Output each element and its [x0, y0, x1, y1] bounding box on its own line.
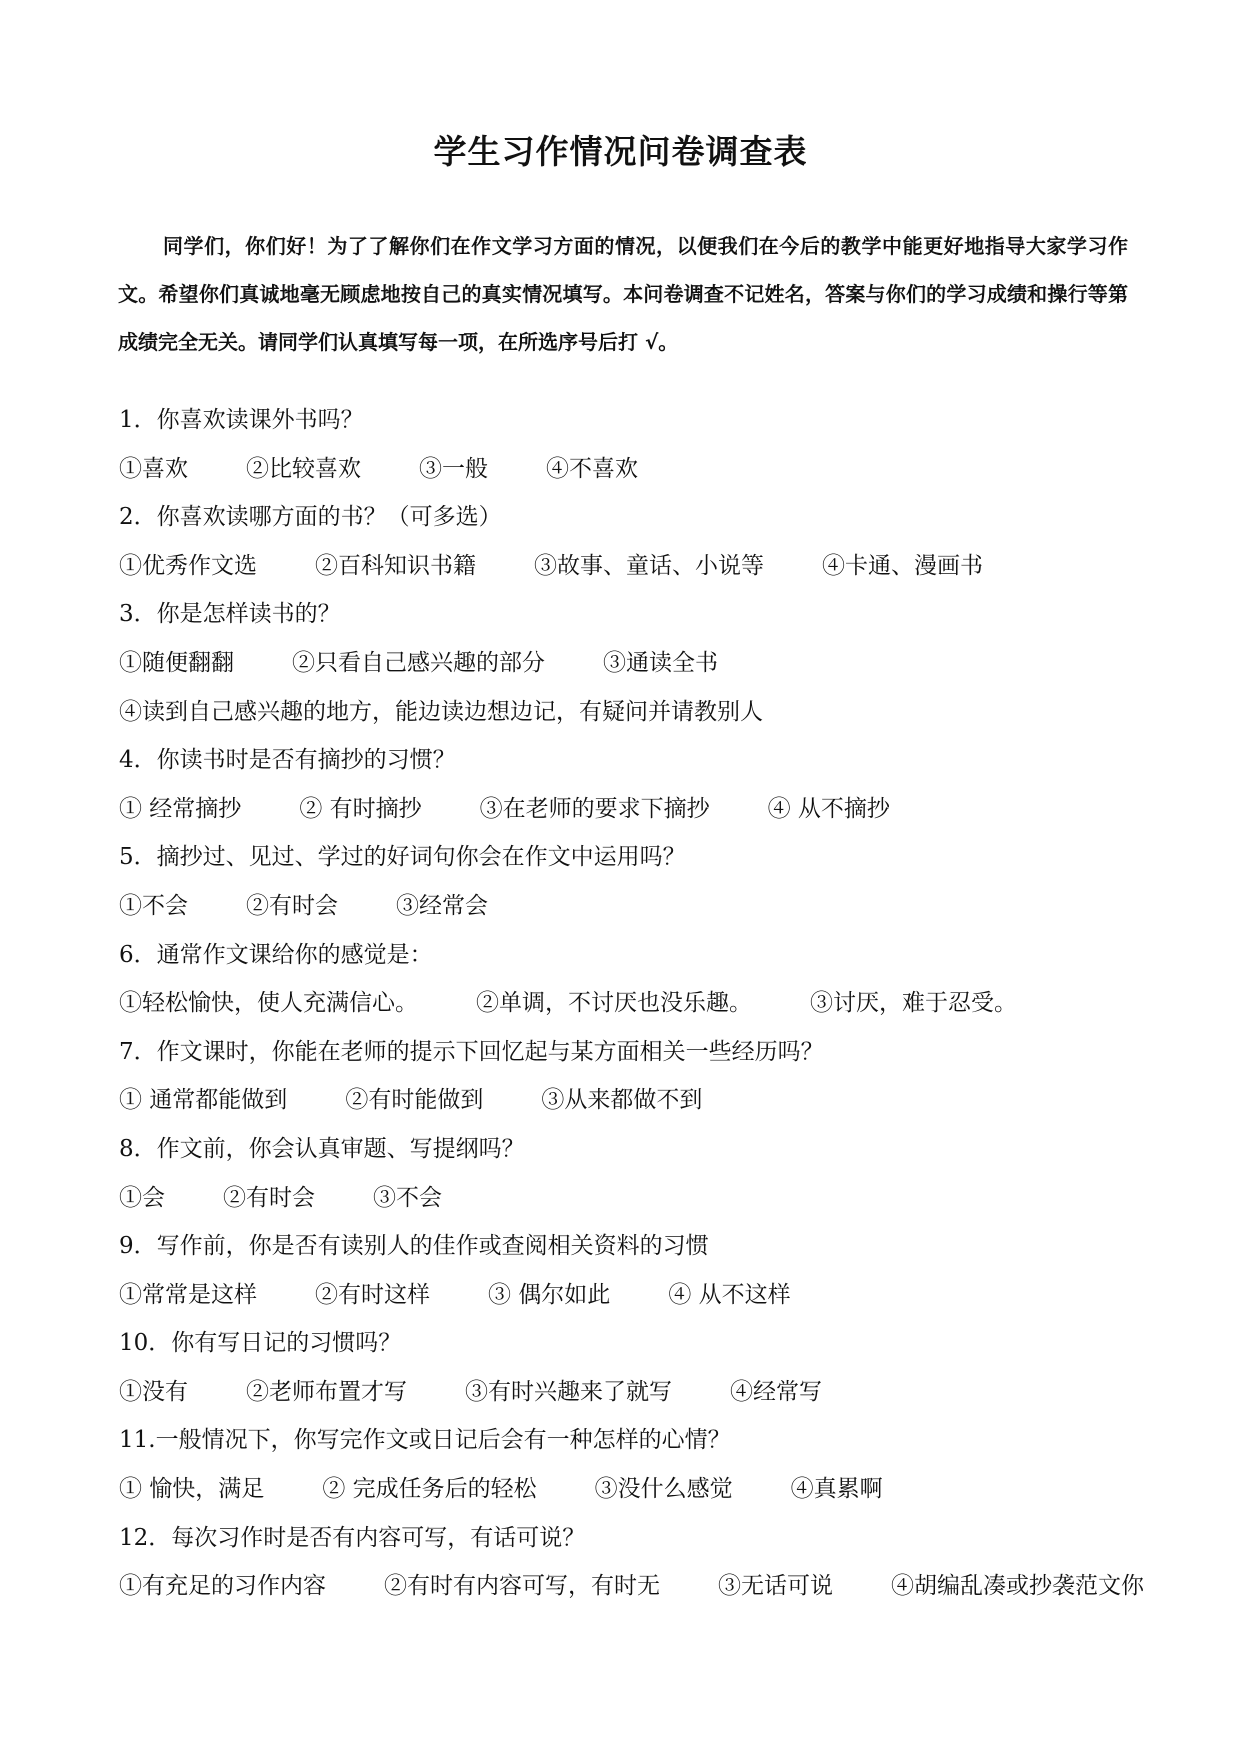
answer-option: ④ 从不摘抄	[767, 795, 890, 822]
answer-option: ①有充足的习作内容	[119, 1573, 326, 1600]
answer-option: ③讨厌，难于忍受。	[810, 990, 1017, 1017]
answer-option: ① 经常摘抄	[119, 795, 242, 822]
answer-option: ④卡通、漫画书	[822, 552, 983, 579]
answer-option: ④真累啊	[790, 1476, 883, 1503]
answer-option: ④ 从不这样	[668, 1281, 791, 1308]
answer-option: ②有时这样	[315, 1281, 430, 1308]
option-row	[119, 1368, 1139, 1417]
option-row	[119, 979, 1139, 1028]
option-row	[119, 882, 1139, 931]
answer-option: ③一般	[419, 455, 488, 482]
option-row	[119, 1076, 1139, 1125]
answer-option: ③从来都做不到	[541, 1087, 703, 1114]
question-text: 1．你喜欢读课外书吗？	[119, 407, 364, 433]
answer-option: ④胡编乱凑或抄袭范文你	[891, 1573, 1144, 1600]
answer-option: ② 完成任务后的轻松	[322, 1476, 537, 1503]
intro-paragraph: 同学们，你们好！为了了解你们在作文学习方面的情况，以便我们在今后的教学中能更好地指导大家学习作文。希望你们真诚地毫无顾虑地按自己的真实情况填写。本问卷调查不记姓名，答案与你们的学习成绩和操行等第成绩完全无关。请同学们认真填写每一项，在所选序号后打 √。	[118, 234, 1128, 354]
answer-option: ③有时兴趣来了就写	[465, 1378, 672, 1405]
question-text: 10．你有写日记的习惯吗？	[119, 1330, 402, 1357]
answer-option: ① 愉快，满足	[119, 1476, 265, 1503]
option-row	[119, 785, 1139, 834]
answer-option: ②有时会	[246, 892, 338, 919]
option-row	[119, 1271, 1139, 1320]
answer-option: ①没有	[119, 1378, 188, 1405]
answer-option: ②老师布置才写	[246, 1378, 407, 1405]
question-text: 12．每次习作时是否有内容可写，有话可说？	[119, 1524, 586, 1551]
answer-option: ③通读全书	[603, 649, 718, 676]
page-title: 学生习作情况问卷调查表	[433, 132, 808, 171]
answer-option: ①优秀作文选	[119, 552, 257, 579]
option-row	[119, 445, 1139, 494]
answer-option: ④经常写	[730, 1378, 822, 1405]
option-row	[119, 639, 1139, 688]
answer-option: ③不会	[373, 1184, 442, 1211]
question-text: 6．通常作文课给你的感觉是：	[119, 941, 433, 968]
answer-option: ② 有时摘抄	[299, 795, 422, 822]
answer-option: ①轻松愉快，使人充满信心。	[119, 990, 418, 1017]
answer-option: ②有时能做到	[345, 1087, 484, 1114]
answer-option: ③经常会	[396, 892, 488, 919]
question-text: 9．写作前，你是否有读别人的佳作或查阅相关资料的习惯	[119, 1233, 709, 1260]
answer-option: ②比较喜欢	[246, 455, 361, 482]
option-row	[119, 1465, 1139, 1514]
answer-option: ②有时会	[223, 1184, 315, 1211]
answer-option: ③ 偶尔如此	[488, 1281, 611, 1308]
answer-option: ①常常是这样	[119, 1281, 257, 1308]
answer-option: ①喜欢	[119, 455, 188, 482]
answer-option: ③没什么感觉	[594, 1476, 733, 1503]
answer-option: ②百科知识书籍	[315, 552, 476, 579]
question-text: 11.一般情况下，你写完作文或日记后会有一种怎样的心情？	[119, 1427, 731, 1454]
answer-option: ①不会	[119, 892, 188, 919]
option-row	[119, 1562, 1144, 1611]
question-text: 4．你读书时是否有摘抄的习惯？	[119, 747, 456, 774]
option-row	[119, 1174, 1139, 1223]
question-text: 5．摘抄过、见过、学过的好词句你会在作文中运用吗？	[119, 844, 686, 871]
question-text: 8．作文前，你会认真审题、写提纲吗？	[119, 1135, 525, 1162]
answer-option: ②有时有内容可写，有时无	[384, 1573, 660, 1600]
answer-option: ③无话可说	[718, 1573, 833, 1600]
question-text: 7．作文课时，你能在老师的提示下回忆起与某方面相关一些经历吗？	[119, 1038, 824, 1065]
answer-option: ④读到自己感兴趣的地方，能边读边想边记，有疑问并请教别人	[119, 698, 763, 725]
answer-option: ②只看自己感兴趣的部分	[292, 649, 545, 676]
answer-option: ①随便翻翻	[119, 649, 234, 676]
option-row	[119, 688, 1139, 737]
answer-option: ① 通常都能做到	[119, 1087, 288, 1114]
answer-option: ③在老师的要求下摘抄	[479, 795, 710, 822]
question-list	[119, 396, 1144, 1611]
question-text: 3．你是怎样读书的？	[119, 601, 341, 628]
answer-option: ④不喜欢	[546, 455, 638, 482]
option-row	[119, 542, 1139, 591]
answer-option: ①会	[119, 1184, 165, 1211]
question-text: 2．你喜欢读哪方面的书？（可多选）	[119, 504, 502, 531]
answer-option: ③故事、童话、小说等	[534, 552, 764, 579]
answer-option: ②单调，不讨厌也没乐趣。	[476, 990, 752, 1017]
